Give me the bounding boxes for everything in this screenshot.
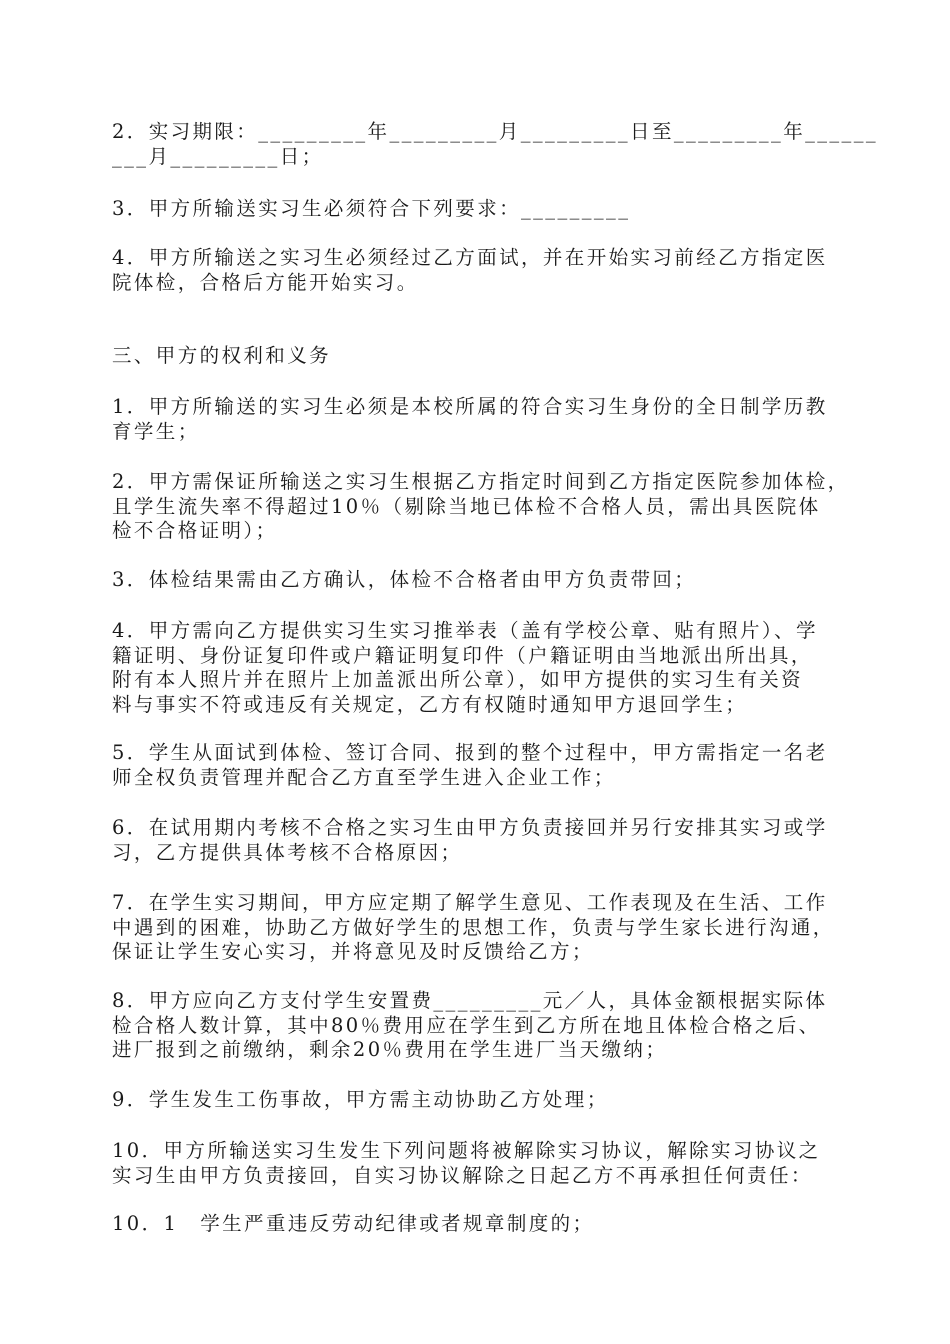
text-line: 2．甲方需保证所输送之实习生根据乙方指定时间到乙方指定医院参加体检， — [112, 470, 850, 493]
clause-a10-1 — [112, 1212, 847, 1237]
text-line: 1．甲方所输送的实习生必须是本校所属的符合实习生身份的全日制学历教 — [112, 395, 828, 418]
text-line: 9．学生发生工伤事故，甲方需主动协助乙方处理； — [112, 1088, 609, 1111]
text-line: 8．甲方应向乙方支付学生安置费_________元／人，具体金额根据实际体 — [112, 989, 828, 1012]
text-line: 中遇到的困难，协助乙方做好学生的思想工作，负责与学生家长进行沟通， — [112, 915, 835, 939]
clause-requirements — [112, 197, 847, 222]
clause-a6 — [112, 816, 847, 865]
text-line: 师全权负责管理并配合乙方直至学生进入企业工作； — [112, 765, 616, 789]
text-line: 育学生； — [112, 419, 200, 443]
clause-a3 — [112, 568, 847, 593]
clause-a10 — [112, 1139, 847, 1188]
text-line: 习，乙方提供具体考核不合格原因； — [112, 840, 463, 864]
text-line: 4．甲方所输送之实习生必须经过乙方面试，并在开始实习前经乙方指定医 — [112, 246, 828, 269]
text-line: 院体检，合格后方能开始实习。 — [112, 270, 419, 294]
text-line: 3．甲方所输送实习生必须符合下列要求：_________ — [112, 197, 631, 220]
text-line: 检合格人数计算，其中80％费用应在学生到乙方所在地且体检合格之后、 — [112, 1013, 821, 1037]
text-line: ___月_________日； — [112, 144, 324, 168]
text-line: 4．甲方需向乙方提供实习生实习推举表（盖有学校公章、贴有照片）、学 — [112, 619, 818, 642]
text-line: 附有本人照片并在照片上加盖派出所公章），如甲方提供的实习生有关资 — [112, 668, 804, 691]
text-line: 进厂报到之前缴纳，剩余20％费用在学生进厂当天缴纳； — [112, 1038, 668, 1061]
clause-interview-exam — [112, 246, 847, 295]
text-line: 且学生流失率不得超过10％（剔除当地已体检不合格人员，需出具医院体 — [112, 494, 821, 518]
clause-a9 — [112, 1088, 847, 1113]
text-line: 6．在试用期内考核不合格之实习生由甲方负责接回并另行安排其实习或学 — [112, 816, 828, 839]
text-line: 2．实习期限：_________年_________月_________日至_________年______ — [112, 120, 879, 143]
text-line: 料与事实不符或违反有关规定，乙方有权随时通知甲方退回学生； — [112, 692, 748, 716]
text-line: 10．甲方所输送实习生发生下列问题将被解除实习协议，解除实习协议之 — [112, 1139, 821, 1162]
clause-a8 — [112, 989, 847, 1063]
text-line: 保证让学生安心实习，并将意见及时反馈给乙方； — [112, 940, 594, 963]
text-line: 检不合格证明）； — [112, 519, 278, 542]
text-line: 籍证明、身份证复印件或户籍证明复印件（户籍证明由当地派出所出具， — [112, 643, 813, 667]
section-heading — [112, 344, 847, 369]
text-line: 7．在学生实习期间，甲方应定期了解学生意见、工作表现及在生活、工作 — [112, 891, 828, 914]
text-line: 实习生由甲方负责接回，自实习协议解除之日起乙方不再承担任何责任： — [112, 1163, 813, 1187]
clause-internship-period — [112, 120, 879, 169]
text-line: 5．学生从面试到体检、签订合同、报到的整个过程中，甲方需指定一名老 — [112, 741, 828, 764]
clause-a4 — [112, 619, 847, 717]
text-line: 10．1 学生严重违反劳动纪律或者规章制度的； — [112, 1212, 595, 1235]
section-title: 三、甲方的权利和义务 — [112, 344, 332, 367]
clause-a7 — [112, 891, 847, 965]
clause-a5 — [112, 741, 847, 790]
clause-a1 — [112, 395, 847, 444]
clause-a2 — [112, 470, 850, 544]
text-line: 3．体检结果需由乙方确认，体检不合格者由甲方负责带回； — [112, 568, 697, 591]
